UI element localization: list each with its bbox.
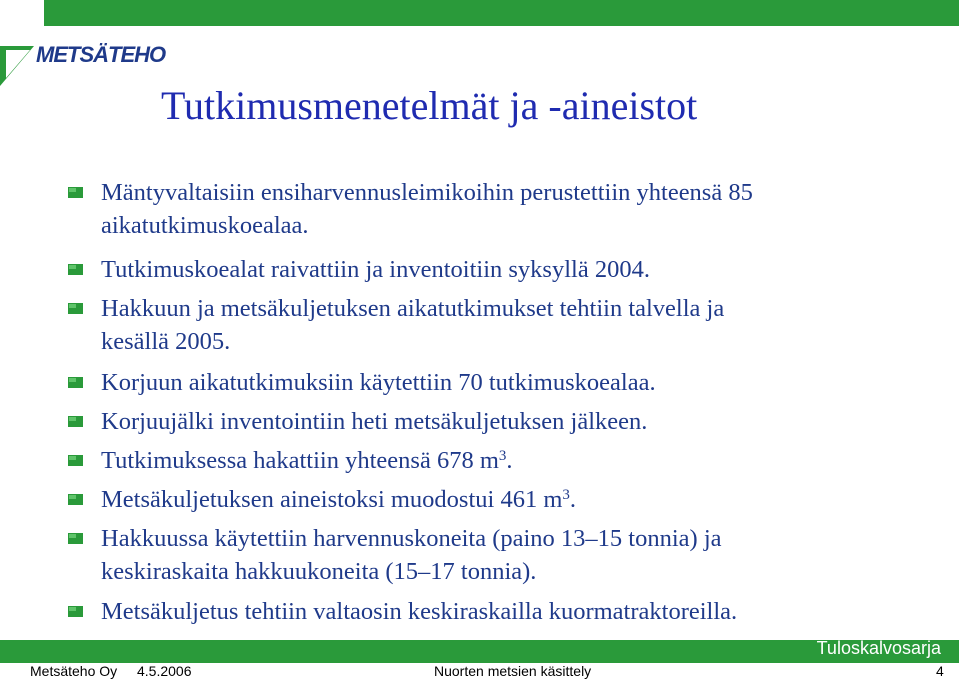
top-green-bar: [44, 0, 959, 26]
bullet-square-icon: [68, 377, 83, 388]
footer-topic: Nuorten metsien käsittely: [434, 663, 592, 679]
bullet-line-text: Metsäkuljetuksen aineistoksi muodostui 461 m: [101, 486, 563, 513]
bullet-line: [101, 483, 941, 516]
bullet-square-icon: [68, 455, 83, 466]
footer-series-label: Tuloskalvosarja: [816, 638, 941, 658]
bullet-text: [101, 176, 941, 242]
bullet-line: Hakkuussa käytettiin harvennuskoneita (paino 13–15 tonnia) ja: [101, 525, 722, 552]
bullet-line: Korjuujälki inventointiin heti metsäkuljetuksen jälkeen.: [101, 408, 648, 435]
bullet-line: [101, 444, 941, 477]
slide-title: Tutkimusmenetelmät ja -aineistot: [161, 83, 698, 128]
bullet-line: keskiraskaita hakkuukoneita (15–17 tonnia).: [101, 558, 537, 585]
bullet-line: Tutkimuskoealat raivattiin ja inventoitiin syksyllä 2004.: [101, 256, 650, 283]
bullet-square-icon: [68, 187, 83, 198]
bullet-line: Mäntyvaltaisiin ensiharvennusleimikoihin perustettiin yhteensä 85: [101, 179, 753, 206]
superscript: 3: [562, 487, 570, 503]
bullet-text: [101, 253, 941, 286]
bullet-square-icon: [68, 494, 83, 505]
bullet-square-icon: [68, 606, 83, 617]
bullet-text: [101, 595, 941, 628]
bullet-text: [101, 522, 941, 588]
bullet-line-end: .: [569, 486, 577, 513]
bullet-square-icon: [68, 416, 83, 427]
bullet-line: Metsäkuljetus tehtiin valtaosin keskiraskailla kuormatraktoreilla.: [101, 598, 738, 625]
bullet-text: [101, 483, 941, 516]
bullet-text: [101, 366, 941, 399]
bullet-square-icon: [68, 533, 83, 544]
footer-company: Metsäteho Oy: [30, 663, 118, 679]
bullet-line-text: Tutkimuksessa hakattiin yhteensä 678 m: [101, 447, 499, 474]
footer-page-number: 4: [936, 663, 944, 679]
bullet-square-icon: [68, 303, 83, 314]
bullet-text: [101, 405, 941, 438]
bullet-line: aikatutkimuskoealaa.: [101, 212, 309, 239]
bottom-green-bar: [0, 640, 959, 663]
footer-date: 4.5.2006: [137, 663, 192, 679]
logo-mark-icon: [0, 42, 36, 86]
metsateho-logo: [0, 42, 170, 86]
bullet-line: kesällä 2005.: [101, 328, 231, 355]
bullet-text: [101, 292, 941, 358]
slide-footer: [0, 663, 959, 681]
bullet-square-icon: [68, 264, 83, 275]
bullet-text: [101, 444, 941, 477]
bullet-line: Hakkuun ja metsäkuljetuksen aikatutkimukset tehtiin talvella ja: [101, 295, 725, 322]
bullet-line-end: .: [506, 447, 513, 474]
logo-text: METSÄTEHO: [36, 42, 166, 67]
superscript: 3: [498, 448, 507, 464]
bullet-line: Korjuun aikatutkimuksiin käytettiin 70 tutkimuskoealaa.: [101, 369, 656, 396]
